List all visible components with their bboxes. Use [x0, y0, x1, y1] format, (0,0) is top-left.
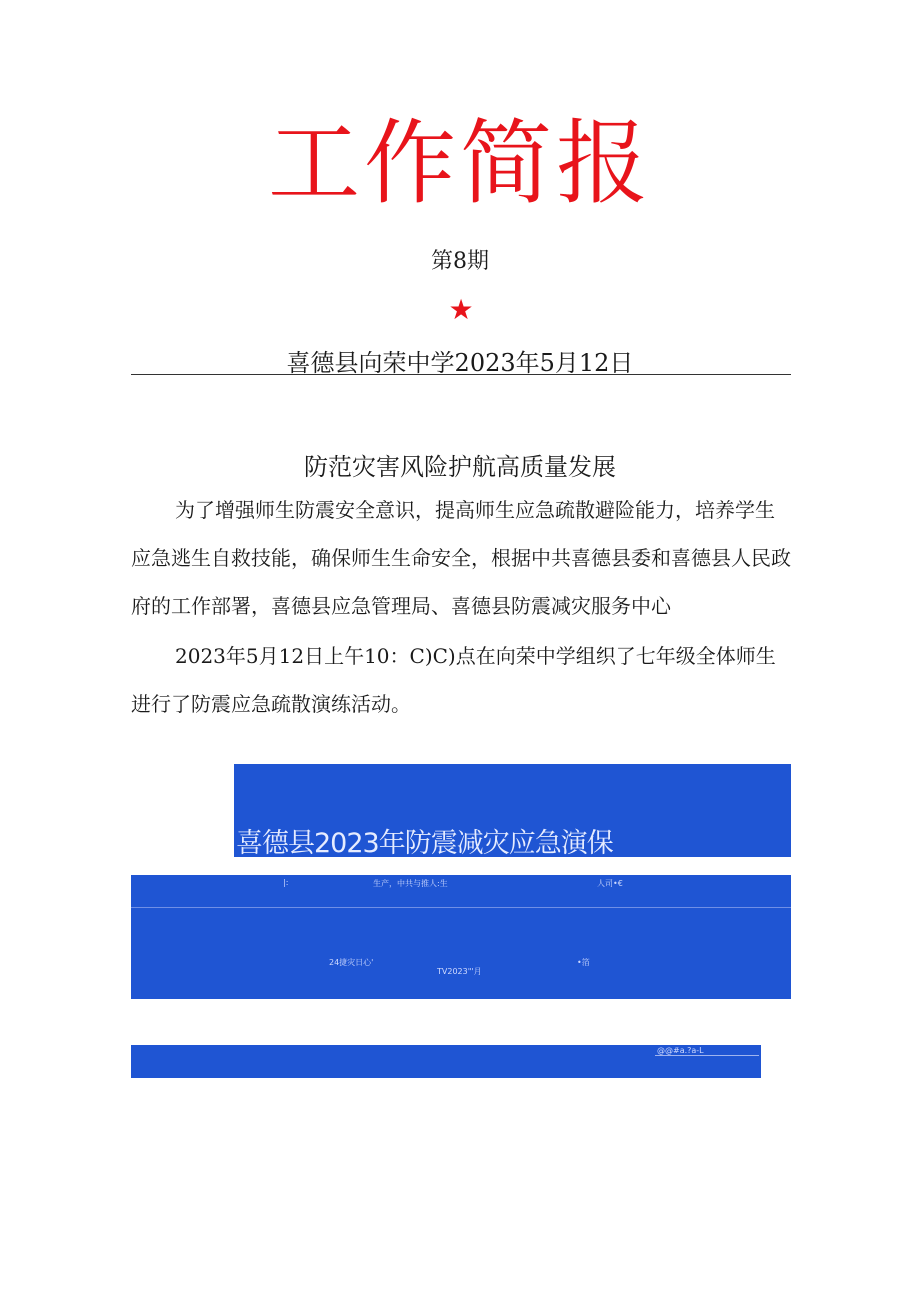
article-title: 防范灾害风险护航高质量发展: [304, 453, 616, 481]
photo-strip: [131, 1045, 761, 1078]
header-rule: [131, 374, 791, 375]
masthead-title: 工作简报: [267, 110, 652, 217]
photo-caption: TV2023"'月: [437, 967, 482, 976]
issue-number: 第8期: [431, 249, 489, 274]
banner-text: 喜德县2023年防震减灾应急演保: [236, 828, 613, 857]
divider: [131, 907, 791, 908]
photo-panel: [131, 875, 791, 999]
photo-caption: 人司•€: [597, 879, 623, 888]
photo-caption: •箔: [577, 958, 590, 967]
dateline: 喜德县向荣中学2023年5月12日: [286, 349, 634, 377]
photo-caption: 生产，中共与推人:生: [373, 879, 448, 888]
divider: [655, 1055, 759, 1056]
article-paragraph: 2023年5月12日上午10：C)C)点在向荣中学组织了七年级全体师生进行了防震应急疏散演练活动。: [131, 644, 776, 716]
photo-banner: [234, 764, 791, 857]
photo-caption: |:: [283, 878, 289, 887]
article-paragraph: 为了增强师生防震安全意识，提高师生应急疏散避险能力，培养学生应急逃生自救技能，确保师生生命安全，根据中共喜德县委和喜德县人民政府的工作部署，喜德县应急管理局、喜德县防震减灾服务中心: [131, 498, 791, 618]
photo-caption: 24捷灾日心': [329, 958, 374, 967]
photo-tag: @@#a.?a-L: [657, 1046, 704, 1055]
star-icon: ★: [448, 293, 474, 326]
